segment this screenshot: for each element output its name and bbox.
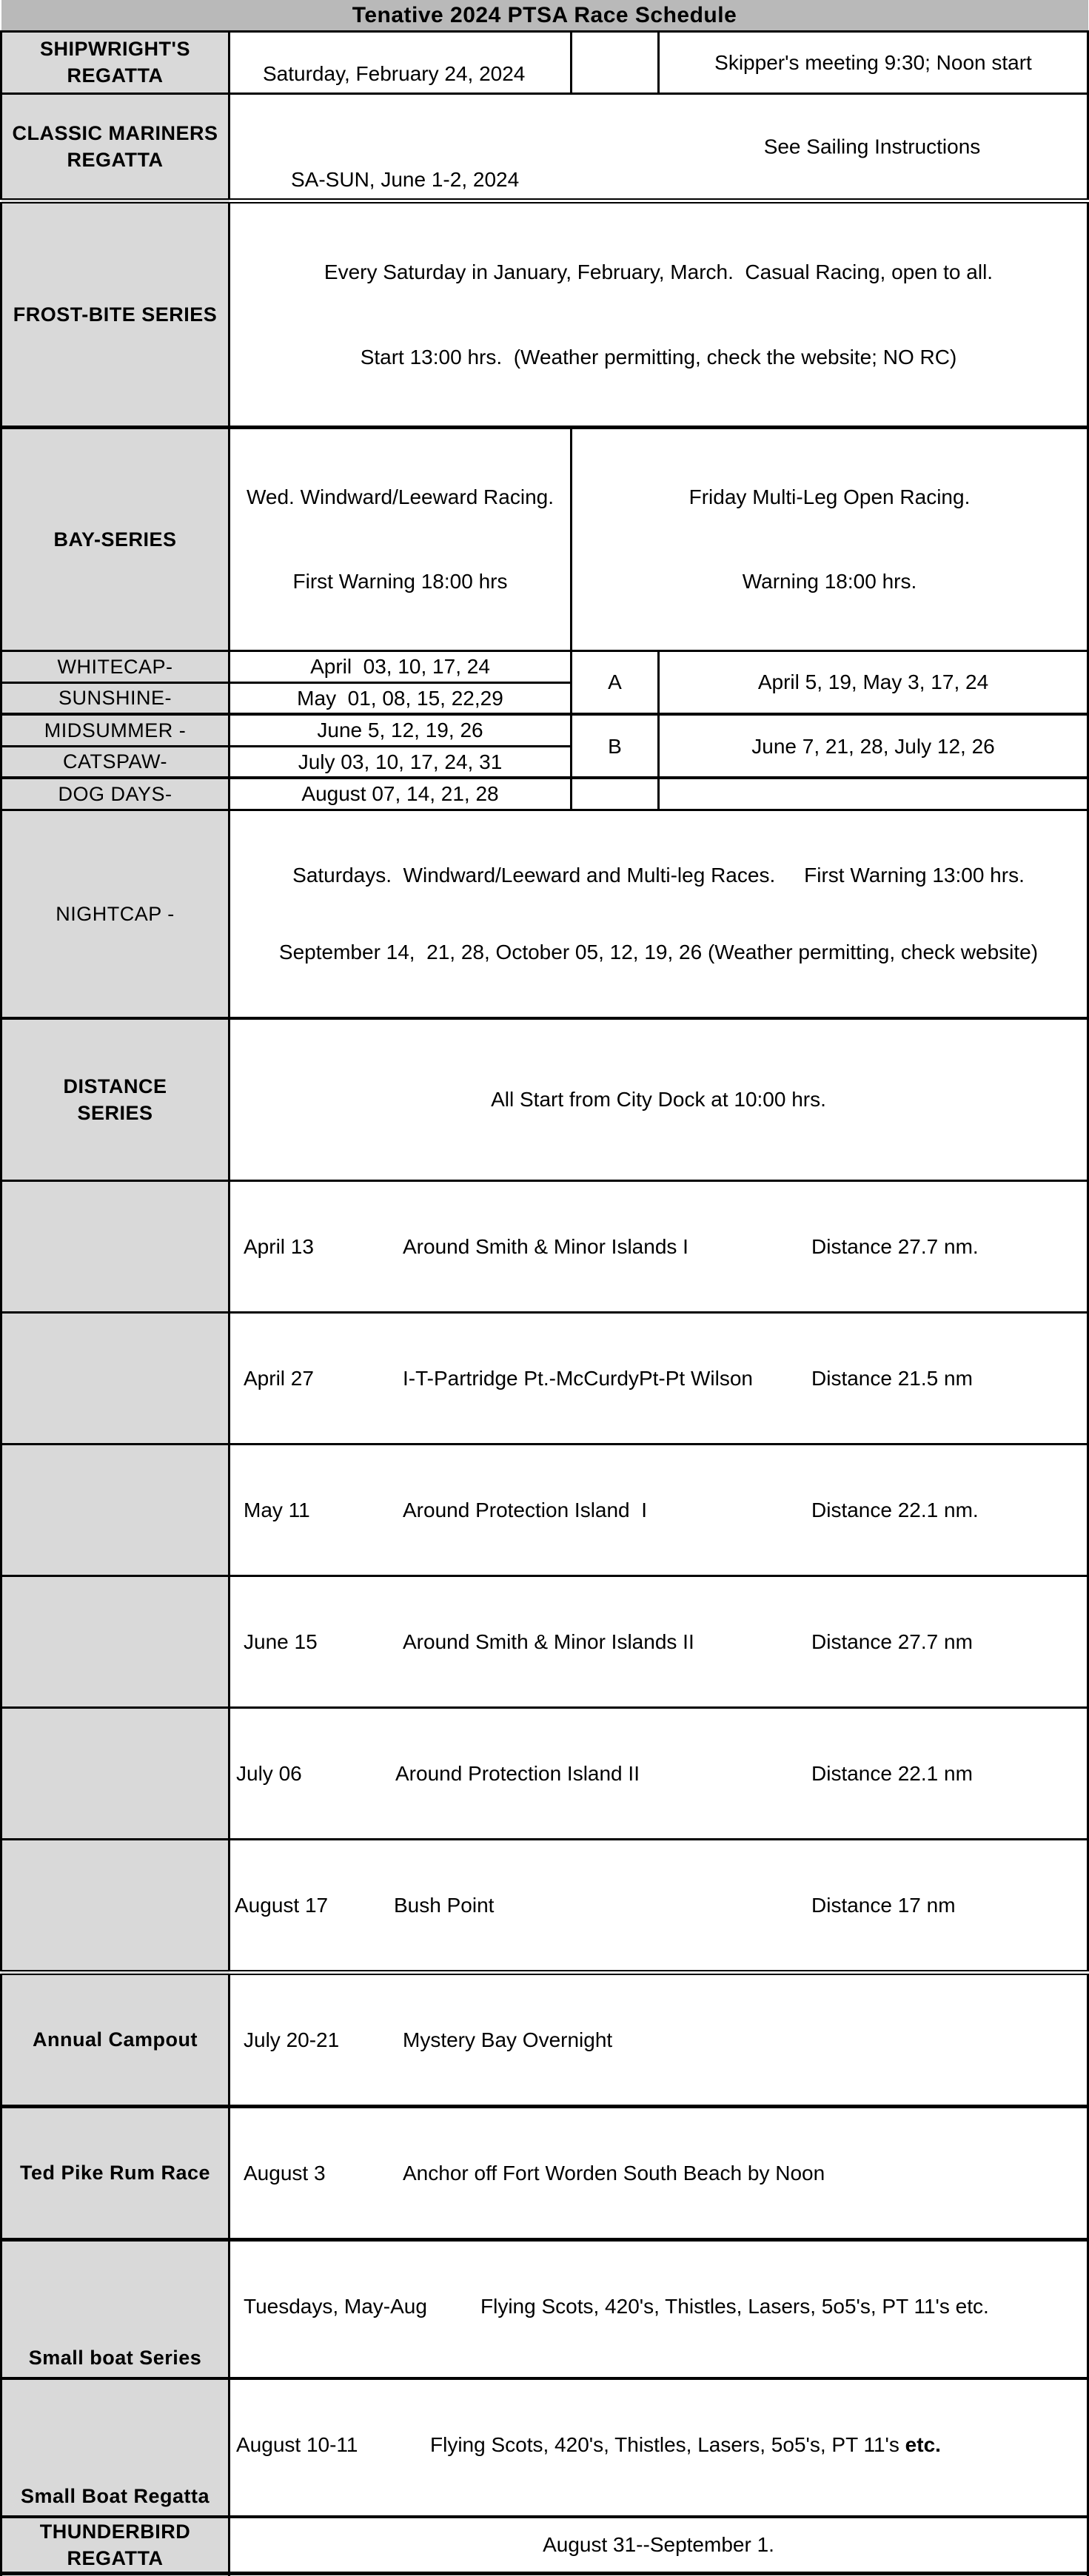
distance-1-spacer	[1, 1180, 229, 1312]
nightcap-line1: Saturdays. Windward/Leeward and Multi-leg Races. First Warning 13:00 hrs.	[292, 863, 1025, 887]
smallboat-series-cell	[229, 2239, 1088, 2378]
distance-6-event: Bush Point	[394, 1893, 495, 1917]
label-smallboat-regatta: Small Boat Regatta	[1, 2378, 229, 2517]
group-a-cell: A	[572, 650, 659, 714]
distance-5-event: Around Protection Island II	[395, 1761, 640, 1785]
distance-1-date: April 13	[244, 1234, 314, 1258]
shipwright-date: Saturday, February 24, 2024	[229, 31, 572, 93]
label-catspaw: CATSPAW-	[1, 746, 229, 778]
smallboat-regatta-boats: Flying Scots, 420's, Thistles, Lasers, 5o5's, PT 11's	[430, 2432, 905, 2456]
campout-cell	[229, 1972, 1088, 2106]
distance-6-date: August 17	[235, 1893, 329, 1917]
label-classic-mariners: CLASSIC MARINERS REGATTA	[1, 93, 229, 201]
distance-2-event: I-T-Partridge Pt.-McCurdyPt-Pt Wilson	[403, 1366, 753, 1390]
shipwright-note: Skipper's meeting 9:30; Noon start	[659, 31, 1088, 93]
row-frostbite	[1, 201, 1088, 427]
smallboat-regatta-etc: etc.	[905, 2432, 941, 2456]
bay-wednesday-cell	[229, 427, 572, 650]
distance-6-spacer	[1, 1839, 229, 1972]
distance-5-spacer	[1, 1707, 229, 1839]
distance-series-note: All Start from City Dock at 10:00 hrs.	[229, 1018, 1088, 1181]
distance-5-dist: Distance 22.1 nm	[811, 1761, 973, 1785]
distance-3-event: Around Protection Island I	[403, 1498, 647, 1521]
bay-wed-line2: First Warning 18:00 hrs	[292, 569, 508, 593]
row-distance-1	[1, 1180, 1088, 1312]
distance-2-cell	[229, 1312, 1088, 1444]
smallboat-regatta-event	[430, 2432, 1087, 2458]
row-smallboat-regatta	[1, 2378, 1088, 2517]
title-row	[1, 0, 1088, 31]
distance-3-spacer	[1, 1444, 229, 1575]
label-shipwright: SHIPWRIGHT'S REGATTA	[1, 31, 229, 93]
row-dogdays	[1, 778, 1088, 810]
distance-series-label-text: DISTANCE SERIES	[63, 1075, 173, 1124]
smallboat-regatta-date: August 10-11	[236, 2432, 358, 2456]
distance-4-event: Around Smith & Minor Islands II	[403, 1630, 694, 1653]
frostbite-line2: Start 13:00 hrs. (Weather permitting, check the website; NO RC)	[360, 345, 957, 369]
row-tedpike	[1, 2106, 1088, 2239]
row-smallboat-series	[1, 2239, 1088, 2378]
page-title: Tenative 2024 PTSA Race Schedule	[1, 0, 1088, 31]
classic-mariners-note: See Sailing Instructions	[763, 135, 981, 158]
row-whitecap	[1, 650, 1088, 682]
bottom-sliver-gray	[1, 2573, 229, 2576]
distance-4-spacer	[1, 1575, 229, 1707]
row-nightcap	[1, 810, 1088, 1018]
label-dogdays: DOG DAYS-	[1, 778, 229, 810]
frostbite-cell	[229, 201, 1088, 427]
distance-1-cell	[229, 1180, 1088, 1312]
label-midsummer: MIDSUMMER -	[1, 714, 229, 746]
label-nightcap: NIGHTCAP -	[1, 810, 229, 1018]
row-distance-4	[1, 1575, 1088, 1707]
row-classic-mariners	[1, 93, 1088, 201]
dogdays-dates: August 07, 14, 21, 28	[229, 778, 572, 810]
nightcap-cell	[229, 810, 1088, 1018]
tedpike-cell	[229, 2106, 1088, 2239]
smallboat-regatta-cell	[229, 2378, 1088, 2517]
row-distance-series	[1, 1018, 1088, 1181]
row-distance-6	[1, 1839, 1088, 1972]
bay-wed-line1: Wed. Windward/Leeward Racing.	[246, 485, 554, 508]
row-distance-3	[1, 1444, 1088, 1575]
label-distance-series	[1, 1018, 229, 1181]
distance-3-dist: Distance 22.1 nm.	[811, 1498, 979, 1521]
distance-2-date: April 27	[244, 1366, 314, 1390]
label-thunderbird: THUNDERBIRD REGATTA	[1, 2517, 229, 2574]
row-distance-5	[1, 1707, 1088, 1839]
dogdays-empty-cell-b	[659, 778, 1088, 810]
smallboat-series-event: Flying Scots, 420's, Thistles, Lasers, 5o5's, PT 11's etc.	[480, 2294, 989, 2318]
row-distance-2	[1, 1312, 1088, 1444]
row-midsummer	[1, 714, 1088, 746]
distance-4-date: June 15	[244, 1630, 318, 1653]
distance-3-cell	[229, 1444, 1088, 1575]
frostbite-line1: Every Saturday in January, February, March. Casual Racing, open to all.	[324, 260, 993, 283]
row-thunderbird	[1, 2517, 1088, 2574]
group-a-dates: April 5, 19, May 3, 17, 24	[659, 650, 1088, 714]
distance-2-spacer	[1, 1312, 229, 1444]
distance-1-event: Around Smith & Minor Islands I	[403, 1234, 688, 1258]
group-b-dates: June 7, 21, 28, July 12, 26	[659, 714, 1088, 778]
bay-fri-line2: Warning 18:00 hrs.	[742, 569, 917, 593]
smallboat-series-date: Tuesdays, May-Aug	[244, 2294, 427, 2318]
row-shipwright	[1, 31, 1088, 93]
classic-mariners-cell	[229, 93, 1088, 201]
distance-5-date: July 06	[236, 1761, 302, 1785]
dogdays-empty-cell-a	[572, 778, 659, 810]
campout-event: Mystery Bay Overnight	[403, 2028, 613, 2051]
row-bottom-sliver	[1, 2573, 1088, 2576]
distance-3-date: May 11	[244, 1498, 310, 1521]
campout-date: July 20-21	[244, 2028, 340, 2051]
nightcap-line2: September 14, 21, 28, October 05, 12, 19, 26 (Weather permitting, check website)	[278, 940, 1039, 964]
distance-2-dist: Distance 21.5 nm	[811, 1366, 973, 1390]
bay-friday-cell	[572, 427, 1088, 650]
row-bay-series	[1, 427, 1088, 650]
sunshine-dates: May 01, 08, 15, 22,29	[229, 682, 572, 714]
label-whitecap: WHITECAP-	[1, 650, 229, 682]
label-bay-series: BAY-SERIES	[1, 427, 229, 650]
midsummer-dates: June 5, 12, 19, 26	[229, 714, 572, 746]
thunderbird-date: August 31--September 1.	[229, 2517, 1088, 2574]
distance-4-dist: Distance 27.7 nm	[811, 1630, 973, 1653]
tedpike-event: Anchor off Fort Worden South Beach by Noon	[403, 2161, 825, 2185]
catspaw-dates: July 03, 10, 17, 24, 31	[229, 746, 572, 778]
whitecap-dates: April 03, 10, 17, 24	[229, 650, 572, 682]
bay-fri-line1: Friday Multi-Leg Open Racing.	[688, 485, 971, 508]
distance-4-cell	[229, 1575, 1088, 1707]
distance-6-cell	[229, 1839, 1088, 1972]
label-tedpike: Ted Pike Rum Race	[1, 2106, 229, 2239]
distance-5-cell	[229, 1707, 1088, 1839]
label-campout: Annual Campout	[1, 1972, 229, 2106]
classic-mariners-date: SA-SUN, June 1-2, 2024	[291, 167, 520, 191]
bottom-sliver-white	[229, 2573, 1088, 2576]
label-sunshine: SUNSHINE-	[1, 682, 229, 714]
distance-6-dist: Distance 17 nm	[811, 1893, 956, 1917]
label-frostbite: FROST-BITE SERIES	[1, 201, 229, 427]
distance-1-dist: Distance 27.7 nm.	[811, 1234, 979, 1258]
label-smallboat-series: Small boat Series	[1, 2239, 229, 2378]
tedpike-date: August 3	[244, 2161, 326, 2185]
row-campout	[1, 1972, 1088, 2106]
shipwright-spacer-cell	[572, 31, 659, 93]
group-b-cell: B	[572, 714, 659, 778]
